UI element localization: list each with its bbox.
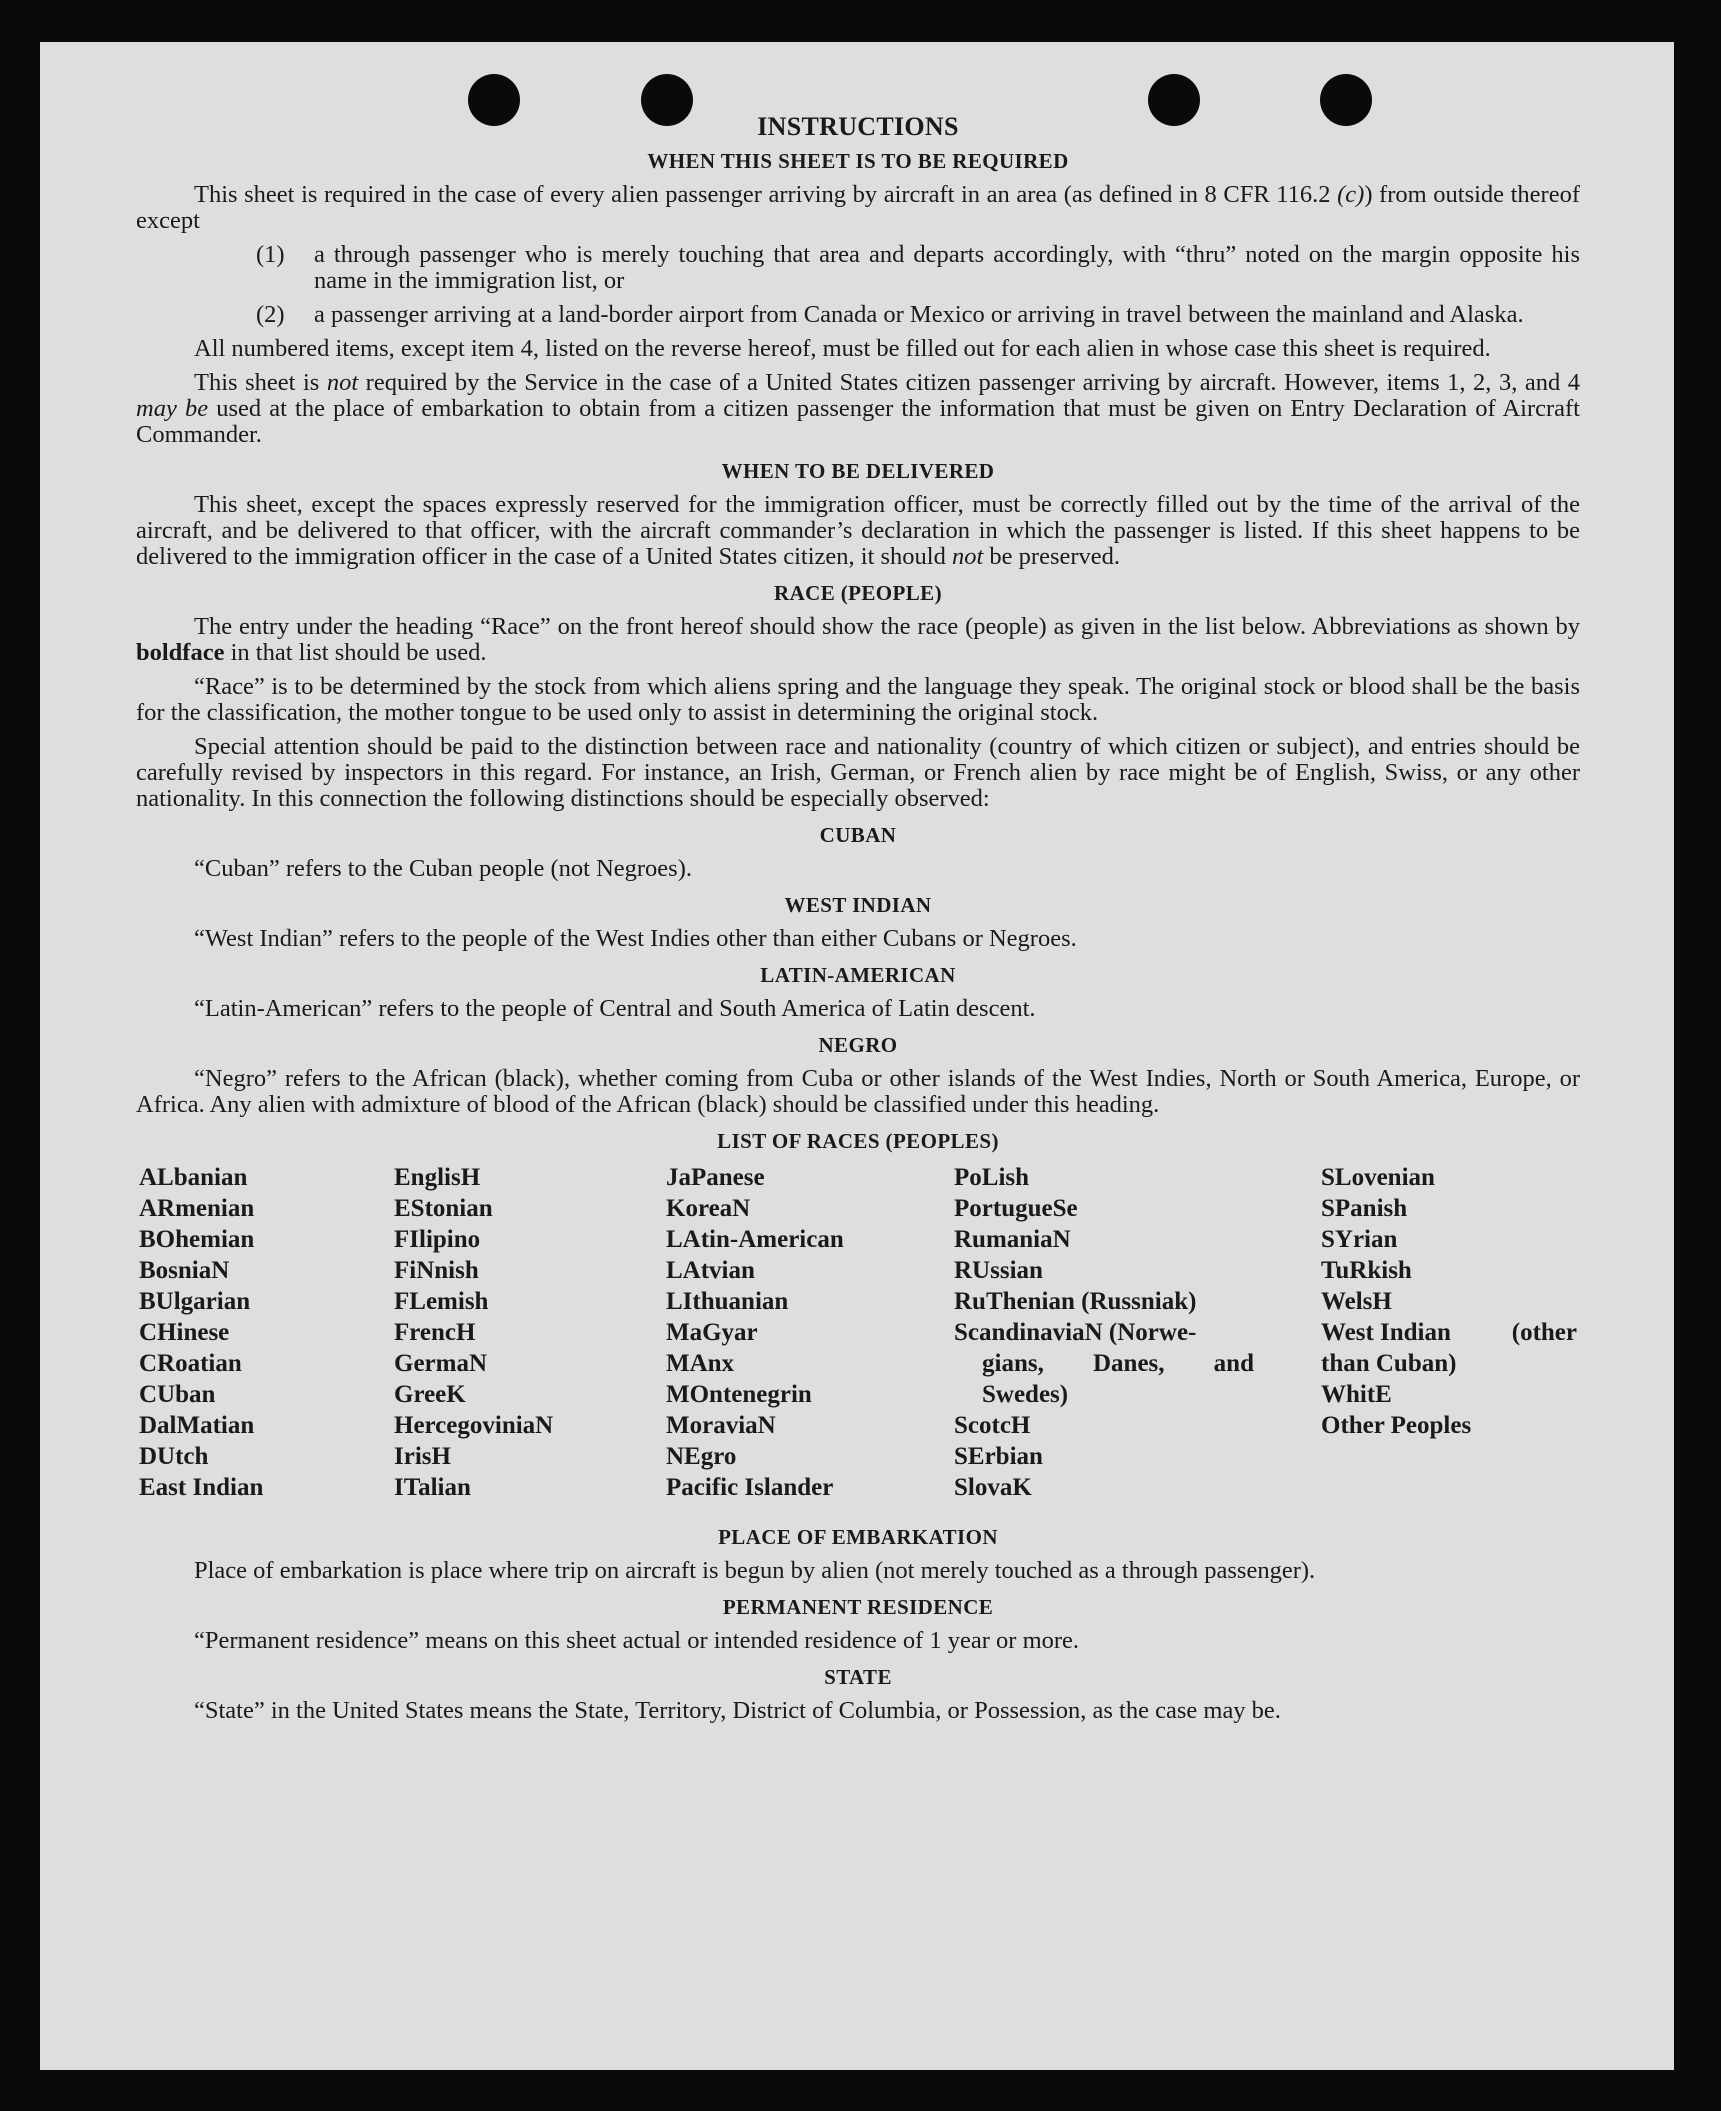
race-paragraph-3: Special attention should be paid to the distinction between race and nationality (country of which citizen or subject), and entries should be carefully revised by inspectors in this regard. For instance, an Irish, German, or French alien by race might be of English, Swiss, or any other nationality. In this connection the following distinctions should be especially observed: [136,733,1580,812]
race-entry: ITalian [394,1474,471,1501]
races-column-3 [666,1162,946,1503]
delivered-paragraph: This sheet, except the spaces expressly reserved for the immigration officer, must be correctly filled out by the time of the arrival of the aircraft, and be delivered to that officer, with the aircraft commander’s declaration in which the passenger is listed. If this sheet happens to be delivered to the immigration officer in the case of a United States citizen, it should not be preserved. [136,491,1580,570]
race-paragraph-1: The entry under the heading “Race” on the front hereof should show the race (people) as given in the list below. Abbreviations as shown by boldface in that list should be used. [136,613,1580,666]
race-entry: GreeK [394,1381,466,1408]
race-entry: East Indian [139,1474,264,1501]
race-entry: WelsH [1321,1288,1392,1315]
residence-definition: “Permanent residence” means on this sheet actual or intended residence of 1 year or more. [194,1627,1080,1654]
race-entry-scandinavian: ScandinaviaN (Norwe- gians, Danes, and Swedes) [954,1319,1254,1408]
section-heading-required: WHEN THIS SHEET IS TO BE REQUIRED [647,149,1069,173]
race-entry: ARmenian [139,1195,255,1222]
race-entry: DUtch [139,1443,209,1470]
section-heading-negro: NEGRO [818,1033,898,1057]
races-list [136,1162,1580,1514]
race-entry: PortugueSe [954,1195,1078,1222]
state-definition: “State” in the United States means the State, Territory, District of Columbia, or Possession, as the case may be. [194,1697,1281,1724]
west-indian-definition: “West Indian” refers to the people of the West Indies other than either Cubans or Negroes. [194,925,1077,952]
races-column-4 [954,1162,1254,1503]
race-entry: ScotcH [954,1412,1031,1439]
race-paragraph-2: “Race” is to be determined by the stock from which aliens spring and the language they speak. The original stock or blood shall be the basis for the classification, the mother tongue to be used only to assist in determining the original stock. [136,673,1580,726]
citizen-paragraph: This sheet is not required by the Service in the case of a United States citizen passenger arriving by aircraft. However, items 1, 2, 3, and 4 may be used at the place of embarkation to obtain from a citizen passenger the information that must be given on Entry Declaration of Aircraft Commander. [136,369,1580,448]
race-entry: LIthuanian [666,1288,789,1315]
race-entry: Pacific Islander [666,1474,834,1501]
race-entry: Other Peoples [1321,1412,1472,1439]
latin-american-definition: “Latin-American” refers to the people of Central and South America of Latin descent. [194,995,1036,1022]
races-column-2 [394,1162,654,1503]
race-entry: FIlipino [394,1226,481,1253]
race-entry: WhitE [1321,1381,1392,1408]
race-entry: BOhemian [139,1226,255,1253]
race-entry: JaPanese [666,1164,765,1191]
page-title: INSTRUCTIONS [757,112,959,141]
race-entry: CRoatian [139,1350,242,1377]
race-entry: CHinese [139,1319,230,1346]
race-entry: KoreaN [666,1195,751,1222]
negro-definition: “Negro” refers to the African (black), whether coming from Cuba or other islands of the West Indies, North or South America, Europe, or Africa. Any alien with admixture of blood of the African (black) should be classified under this heading. [136,1065,1580,1118]
race-entry: IrisH [394,1443,451,1470]
section-heading-races-list: LIST OF RACES (PEOPLES) [717,1129,999,1153]
embarkation-definition: Place of embarkation is place where trip on aircraft is begun by alien (not merely touched as a through passenger). [194,1557,1316,1584]
cuban-definition: “Cuban” refers to the Cuban people (not Negroes). [194,855,692,882]
race-entry: ALbanian [139,1164,248,1191]
document-sheet [40,42,1674,2070]
numbered-items-paragraph: All numbered items, except item 4, listed on the reverse hereof, must be filled out for each alien in whose case this sheet is required. [194,335,1491,362]
race-entry: FiNnish [394,1257,479,1284]
section-heading-delivered: WHEN TO BE DELIVERED [721,459,995,483]
race-entry: BUlgarian [139,1288,251,1315]
race-entry: FrencH [394,1319,476,1346]
section-heading-embarkation: PLACE OF EMBARKATION [718,1525,998,1549]
section-heading-cuban: CUBAN [819,823,897,847]
section-heading-west-indian: WEST INDIAN [784,893,932,917]
race-entry: TuRkish [1321,1257,1412,1284]
race-entry: HercegoviniaN [394,1412,554,1439]
race-entry: SPanish [1321,1195,1408,1222]
race-entry: SLovenian [1321,1164,1435,1191]
section-heading-state: STATE [824,1665,892,1689]
exception-item-2: (2) a passenger arriving at a land-border airport from Canada or Mexico or arriving in travel between the mainland and Alaska. [256,301,1524,328]
races-column-1 [139,1162,389,1503]
section-heading-residence: PERMANENT RESIDENCE [722,1595,994,1619]
race-entry-west-indian: West Indian (other than Cuban) [1321,1319,1577,1377]
race-entry: MaGyar [666,1319,758,1346]
race-entry: DalMatian [139,1412,255,1439]
race-entry: NEgro [666,1443,737,1470]
race-entry: FLemish [394,1288,489,1315]
race-entry: MOntenegrin [666,1381,812,1408]
race-entry: MAnx [666,1350,735,1377]
race-entry: BosniaN [139,1257,230,1284]
required-intro: This sheet is required in the case of every alien passenger arriving by aircraft in an area (as defined in 8 CFR 116.2 (c)) from outside thereof except [136,181,1580,234]
race-entry: RUssian [954,1257,1043,1284]
race-entry: PoLish [954,1164,1030,1191]
race-entry: CUban [139,1381,216,1408]
section-heading-latin-american: LATIN-AMERICAN [760,963,956,987]
races-column-5 [1321,1162,1583,1441]
race-entry: LAtvian [666,1257,755,1284]
race-entry: GermaN [394,1350,488,1377]
race-entry: RumaniaN [954,1226,1071,1253]
race-entry: LAtin-American [666,1226,844,1253]
race-entry: RuThenian (Russniak) [954,1288,1197,1315]
race-entry: EnglisH [394,1164,481,1191]
race-entry: SlovaK [954,1474,1032,1501]
race-entry: EStonian [394,1195,493,1222]
race-entry: MoraviaN [666,1412,776,1439]
exception-item-1: (1) a through passenger who is merely touching that area and departs accordingly, with “thru” noted on the margin opposite his name in the immigration list, or [256,241,1580,294]
section-heading-race: RACE (PEOPLE) [774,581,942,605]
race-entry: SYrian [1321,1226,1398,1253]
instructions-content [136,114,1580,1732]
race-entry: SErbian [954,1443,1043,1470]
